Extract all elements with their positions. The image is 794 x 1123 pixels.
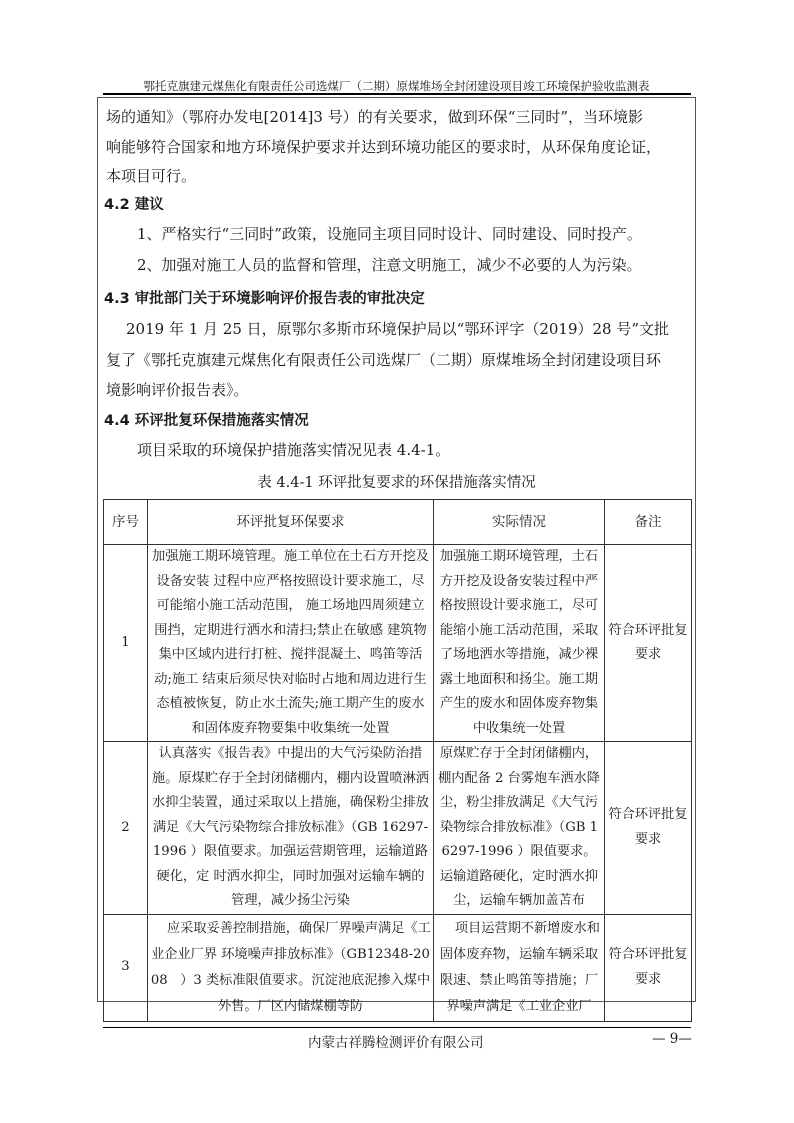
- intro-line-1: 场的通知》（鄂府办发电[2014]3 号）的有关要求，做到环保“三同时”，当环境影: [106, 108, 644, 126]
- row-no: 2: [104, 742, 148, 915]
- section-4-4-paragraph: 项目采取的环境保护措施落实情况见表 4.4-1。: [137, 441, 451, 459]
- approval-line-1: 2019 年 1 月 25 日，原鄂尔多斯市环境保护局以“鄂环评字（2019）28 号”文批: [126, 320, 670, 338]
- row-requirement: 认真落实《报告表》中提出的大气污染防治措施。原煤贮存于全封闭储棚内，棚内设置喷淋洒水抑尘装置，通过采取以上措施，确保粉尘排放满足《大气污染物综合排放标准》（GB 16297-1996 ）限值要求。加强运营期管理，运输道路硬化，定 时洒水抑尘，同时加强对运输车辆的管理，减少扬尘污染: [148, 742, 434, 915]
- approval-line-3: 境影响评价报告表》。: [106, 381, 249, 399]
- header-rule: [103, 93, 691, 95]
- heading-4-4: 4.4 环评批复环保措施落实情况: [104, 413, 309, 429]
- suggestion-item-1: 1、严格实行“三同时”政策，设施同主项目同时设计、同时建设、同时投产。: [137, 225, 642, 243]
- heading-4-3: 4.3 审批部门关于环境影响评价报告表的审批决定: [104, 291, 425, 307]
- col-header-actual: 实际情况: [434, 500, 605, 545]
- running-header: 鄂托克旗建元煤焦化有限责任公司选煤厂（二期）原煤堆场全封闭建设项目竣工环境保护验收监测表: [143, 79, 650, 93]
- row-actual: 加强施工期环境管理，土石方开挖及设备安装过程中严格按照设计要求施工，尽可能缩小施工活动范围，采取了场地洒水等措施，减少裸露土地面积和扬尘。施工期产生的废水和固体废弃物集中收集统一处置: [434, 545, 605, 742]
- footer-company: 内蒙古祥腾检测评价有限公司: [308, 1035, 484, 1051]
- row-note: 符合环评批复要求: [605, 545, 692, 742]
- page-number: — 9—: [652, 1031, 692, 1047]
- col-header-note: 备注: [605, 500, 692, 545]
- intro-line-2: 响能够符合国家和地方环境保护要求并达到环境功能区的要求时，从环保角度论证，: [106, 138, 662, 156]
- table-row: [104, 914, 692, 1021]
- footer-rule: [103, 1027, 691, 1028]
- measures-table: [103, 499, 692, 1022]
- approval-line-2: 复了《鄂托克旗建元煤焦化有限责任公司选煤厂（二期）原煤堆场全封闭建设项目环: [106, 351, 662, 369]
- suggestion-item-2: 2、加强对施工人员的监督和管理，注意文明施工，减少不必要的人为污染。: [137, 256, 642, 274]
- row-actual: 原煤贮存于全封闭储棚内，棚内配备 2 台雾炮车洒水降尘，粉尘排放满足《大气污染物综合排放标准》（GB 16297-1996 ）限值要求。运输道路硬化，定时洒水抑尘，运输车辆加盖苫布: [434, 742, 605, 915]
- col-header-no: 序号: [104, 500, 148, 545]
- table-row: [104, 545, 692, 742]
- row-requirement: 加强施工期环境管理。施工单位在土石方开挖及设备安装 过程中应严格按照设计要求施工，尽可能缩小施工活动范围， 施工场地四周须建立围挡，定期进行洒水和清扫;禁止在敏感 建筑物集中区域内进行打桩、搅拌混凝土、鸣笛等活动;施工 结束后须尽快对临时占地和周边进行生态植被恢复，防止水土流失;施工期产生的废水和固体废弃物要集中收集统一处置: [148, 545, 434, 742]
- heading-4-2: 4.2 建议: [104, 197, 164, 213]
- col-header-requirement: 环评批复环保要求: [148, 500, 434, 545]
- row-actual: 项目运营期不新增废水和固体废弃物，运输车辆采取限速、禁止鸣笛等措施；厂界噪声满足《工业企业厂: [434, 914, 605, 1021]
- table-caption: 表 4.4-1 环评批复要求的环保措施落实情况: [257, 475, 536, 491]
- row-note: 符合环评批复要求: [605, 914, 692, 1021]
- row-requirement: 应采取妥善控制措施，确保厂界噪声满足《工业企业厂界 环境噪声排放标准》（GB12348-2008 ）3 类标准限值要求。沉淀池底泥掺入煤中外售。厂区内储煤棚等防: [148, 914, 434, 1021]
- row-note: 符合环评批复要求: [605, 742, 692, 915]
- table-header-row: [104, 500, 692, 545]
- intro-line-3: 本项目可行。: [106, 167, 197, 185]
- row-no: 3: [104, 914, 148, 1021]
- table-row: [104, 742, 692, 915]
- row-no: 1: [104, 545, 148, 742]
